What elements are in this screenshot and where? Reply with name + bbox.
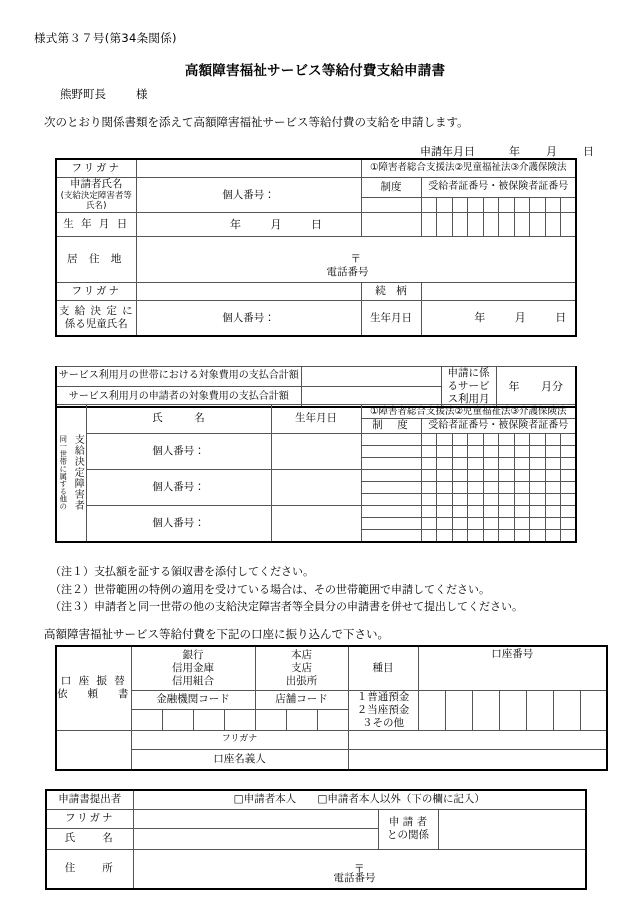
system-header-applicant: ①障害者総合支援法②児童福祉法③介護保険法 [361, 159, 576, 177]
child-name-label-cell [56, 300, 136, 336]
cert-digit-cell[interactable] [545, 518, 561, 530]
account-number-digit-cell[interactable] [445, 690, 472, 730]
cert-digit-cell[interactable] [530, 198, 546, 213]
bank-type-shinkin: 信用金庫 [172, 661, 214, 674]
household-name-input-3[interactable] [86, 506, 271, 542]
branch-name-input[interactable] [255, 646, 348, 690]
cert-digit-cell[interactable] [514, 470, 530, 482]
submitter-relation-label-line1: 申 請 者 [388, 815, 428, 828]
cert-digit-cell[interactable] [545, 482, 561, 494]
submitter-checkbox-self[interactable]: □申請者本人 [233, 793, 297, 806]
cert-digit-cell[interactable] [561, 198, 577, 213]
cert-digit-cell[interactable] [483, 470, 499, 482]
cert-digit-cell[interactable] [530, 482, 546, 494]
service-month-label-line1: 申請に係 [447, 367, 490, 379]
cert-digit-cell[interactable] [452, 198, 468, 213]
cert-digit-cell[interactable] [545, 530, 561, 542]
account-furigana-label: フリガナ [131, 730, 348, 749]
submitter-checkbox-other[interactable]: □申請者本人以外（下の欄に記入） [317, 793, 485, 806]
cert-digit-cell[interactable] [514, 506, 530, 518]
bank-code-label: 金融機関コード [131, 690, 255, 710]
table-row [56, 690, 607, 710]
account-furigana-input[interactable] [348, 730, 607, 749]
account-type-option-toza: ２当座預金 [356, 703, 410, 716]
cert-digit-cell[interactable] [514, 446, 530, 458]
cert-digit-cell[interactable] [468, 482, 484, 494]
cert-digit-cell[interactable] [499, 506, 515, 518]
applicant-birth-year: 年 [230, 217, 241, 231]
cert-digit-cell[interactable] [530, 506, 546, 518]
cert-digit-cell[interactable] [437, 494, 453, 506]
submitter-relation-label-line2: との関係 [387, 829, 429, 841]
service-month-year: 年 [508, 379, 520, 393]
cert-digit-cell[interactable] [483, 458, 499, 470]
cert-digit-cell[interactable] [499, 446, 515, 458]
cert-digit-cell[interactable] [545, 212, 561, 236]
cert-digit-cell[interactable] [499, 494, 515, 506]
cert-digit-cell[interactable] [561, 458, 577, 470]
addressee-name: 熊野町長 [60, 87, 106, 101]
cert-digit-cell[interactable] [468, 470, 484, 482]
residence-input[interactable] [136, 236, 576, 282]
cost-household-label: サービス利用月の世帯における対象費用の支払合計額 [56, 367, 301, 387]
cost-table [55, 366, 577, 408]
table-row [56, 470, 576, 482]
cert-digit-cell[interactable] [468, 530, 484, 542]
cert-digit-cell[interactable] [421, 518, 437, 530]
system-input-household-1b[interactable] [361, 446, 421, 458]
submitter-address-label: 住 所 [46, 849, 133, 889]
cert-digit-cell[interactable] [483, 198, 499, 213]
cert-digit-cell[interactable] [437, 470, 453, 482]
table-row [56, 730, 607, 749]
cert-digit-cell[interactable] [530, 530, 546, 542]
account-number-digit-cell[interactable] [580, 690, 607, 730]
applicant-birth-day: 日 [311, 217, 322, 231]
household-name-header: 氏 名 [86, 405, 271, 434]
cost-household-input[interactable] [301, 367, 441, 387]
relation-input[interactable] [421, 282, 576, 300]
household-my-number-label-3: 個人番号： [152, 517, 205, 530]
branch-code-digit-cell[interactable] [286, 710, 317, 731]
account-number-digit-cell[interactable] [526, 690, 553, 730]
household-my-number-label-1: 個人番号： [152, 445, 205, 458]
system-label-applicant: 制度 [361, 177, 421, 198]
household-table [55, 404, 577, 543]
application-date-year: 年 [509, 145, 520, 158]
submitter-furigana-label: フリガナ [46, 809, 133, 828]
submitter-relation-input[interactable] [438, 809, 586, 849]
note-item: （注３）申請者と同一世帯の他の支給決定障害者等全員分の申請書を併せて提出してください。 [50, 600, 523, 613]
child-furigana-input[interactable] [136, 282, 361, 300]
cert-digit-cell[interactable] [452, 518, 468, 530]
cert-digit-cell[interactable] [499, 518, 515, 530]
cert-digit-cell[interactable] [545, 198, 561, 213]
system-input-household-2a[interactable] [361, 470, 421, 482]
cert-digit-cell[interactable] [483, 482, 499, 494]
table-row [46, 790, 586, 809]
cert-digit-cell[interactable] [468, 506, 484, 518]
residence-label: 居 住 地 [56, 236, 136, 282]
cert-digit-cell[interactable] [437, 530, 453, 542]
cert-digit-cell[interactable] [483, 530, 499, 542]
applicant-name-label-cell [56, 177, 136, 212]
cert-digit-cell[interactable] [499, 458, 515, 470]
service-month-input[interactable] [496, 367, 576, 408]
cert-digit-cell[interactable] [499, 198, 515, 213]
cert-digit-cell[interactable] [452, 482, 468, 494]
table-row [56, 646, 607, 690]
applicant-birth-month: 月 [270, 217, 282, 231]
cert-digit-cell[interactable] [530, 212, 546, 236]
cert-digit-cell[interactable] [514, 530, 530, 542]
account-number-digit-cell[interactable] [499, 690, 526, 730]
household-vertical-label-outer: 同一世帯に属する他の [58, 435, 68, 511]
notes-list [50, 563, 523, 616]
cert-digit-cell[interactable] [421, 494, 437, 506]
cert-digit-cell[interactable] [499, 470, 515, 482]
account-holder-label: 口座名義人 [131, 749, 348, 770]
system-input-household-1c[interactable] [361, 458, 421, 470]
cert-digit-cell[interactable] [483, 506, 499, 518]
bank-transfer-table [55, 645, 608, 771]
lead-text: 次のとおり関係書類を添えて高額障害福祉サービス等給付費の支給を申請します。 [44, 115, 469, 129]
cert-digit-cell[interactable] [452, 470, 468, 482]
table-row [46, 809, 586, 828]
submitter-address-input[interactable] [133, 849, 586, 889]
cert-digit-cell[interactable] [530, 458, 546, 470]
note-item: （注１）支払額を証する領収書を添付してください。 [50, 565, 314, 578]
child-birth-month: 月 [514, 311, 526, 325]
child-name-label-line1: 支 給 決 定 に [58, 305, 134, 317]
child-birth-year: 年 [474, 311, 486, 325]
table-row [56, 367, 576, 387]
cert-number-label-household: 受給者証番号・被保険者証番号 [421, 419, 576, 434]
household-name-input-1[interactable] [86, 434, 271, 470]
application-date-line [420, 143, 594, 159]
table-row [56, 300, 576, 336]
household-birth-input-2[interactable] [271, 470, 361, 506]
account-type-label: 種目 [348, 646, 418, 690]
bank-code-digit-cell[interactable] [193, 710, 224, 731]
cost-applicant-label: サービス利用月の申請者の対象費用の支払合計額 [56, 387, 301, 407]
cert-digit-cell[interactable] [483, 446, 499, 458]
applicant-birth-input[interactable] [136, 212, 361, 236]
account-number-digit-cell[interactable] [553, 690, 580, 730]
household-birth-input-1[interactable] [271, 434, 361, 470]
account-number-digit-cell[interactable] [472, 690, 499, 730]
cert-digit-cell[interactable] [561, 530, 577, 542]
applicant-name-input[interactable] [136, 177, 361, 212]
applicant-furigana-label: フリガナ [56, 159, 136, 177]
system-input-household-3b[interactable] [361, 518, 421, 530]
cert-digit-cell[interactable] [452, 434, 468, 446]
residence-tel-label: 電話番号 [326, 265, 369, 278]
cert-digit-cell[interactable] [483, 518, 499, 530]
cert-digit-cell[interactable] [561, 518, 577, 530]
cert-digit-cell[interactable] [452, 446, 468, 458]
cert-digit-cell[interactable] [530, 446, 546, 458]
submitter-table [45, 789, 587, 890]
branch-code-digit-cell[interactable] [255, 710, 286, 731]
applicant-name-sub-label: (支給決定障害者等氏名) [60, 190, 132, 212]
cert-digit-cell[interactable] [514, 482, 530, 494]
cert-digit-cell[interactable] [421, 212, 437, 236]
relation-label: 続 柄 [361, 282, 421, 300]
cert-digit-cell[interactable] [514, 494, 530, 506]
child-name-label-line2: 係る児童氏名 [64, 318, 128, 331]
cert-number-label-applicant: 受給者証番号・被保険者証番号 [421, 177, 576, 198]
cert-digit-cell[interactable] [437, 198, 453, 213]
household-vertical-label-inner-cell [69, 405, 86, 542]
cert-digit-cell[interactable] [452, 458, 468, 470]
note-item: （注２）世帯範囲の特例の適用を受けている場合は、その世帯範囲で申請してください。 [50, 582, 490, 596]
cert-digit-cell[interactable] [561, 494, 577, 506]
account-type-option-sonota: ３その他 [362, 716, 405, 729]
cert-digit-cell[interactable] [437, 212, 453, 236]
cert-digit-cell[interactable] [483, 494, 499, 506]
submitter-tel-label: 電話番号 [333, 871, 376, 884]
account-type-option-futsu: １普通預金 [356, 690, 410, 703]
addressee [60, 86, 148, 102]
child-name-input[interactable] [136, 300, 361, 336]
branch-type-honten: 本店 [291, 648, 312, 661]
submitter-header-label: 申請書提出者 [46, 790, 133, 809]
cert-digit-cell[interactable] [561, 212, 577, 236]
cert-digit-cell[interactable] [468, 494, 484, 506]
child-birth-input[interactable] [421, 300, 576, 336]
table-row [56, 749, 607, 770]
account-holder-input[interactable] [348, 749, 607, 770]
bank-side-label-line2: 依 頼 書 [57, 688, 131, 701]
bank-code-digit-cell[interactable] [162, 710, 193, 731]
bank-name-input[interactable] [131, 646, 255, 690]
child-birth-day: 日 [555, 311, 567, 325]
bank-transfer-lead-text: 高額障害福祉サービス等給付費を下記の口座に振り込んで下さい。 [44, 627, 389, 641]
child-furigana-label: フリガナ [56, 282, 136, 300]
branch-code-label: 店舗コード [255, 690, 348, 710]
cert-digit-cell[interactable] [530, 470, 546, 482]
table-row [56, 177, 576, 198]
cert-digit-cell[interactable] [421, 470, 437, 482]
cert-digit-cell[interactable] [468, 434, 484, 446]
addressee-honorific: 様 [136, 87, 148, 101]
cert-digit-cell[interactable] [468, 212, 484, 236]
cert-digit-cell[interactable] [452, 506, 468, 518]
table-row [56, 159, 576, 177]
cert-digit-cell[interactable] [468, 446, 484, 458]
table-row [46, 849, 586, 889]
submitter-name-input[interactable] [133, 828, 378, 849]
cert-digit-cell[interactable] [561, 506, 577, 518]
cert-digit-cell[interactable] [421, 530, 437, 542]
cert-digit-cell[interactable] [514, 212, 530, 236]
branch-code-digit-cell[interactable] [317, 710, 348, 731]
table-row [56, 236, 576, 282]
form-number: 様式第３７号(第34条関係) [34, 31, 177, 45]
cert-digit-cell[interactable] [545, 470, 561, 482]
bank-code-digit-cell[interactable] [224, 710, 255, 731]
cert-digit-cell[interactable] [437, 482, 453, 494]
cert-digit-cell[interactable] [421, 446, 437, 458]
household-vertical-label-outer-cell [56, 405, 69, 542]
cert-digit-cell[interactable] [421, 458, 437, 470]
bank-type-ginko: 銀行 [182, 648, 204, 661]
cert-digit-cell[interactable] [437, 518, 453, 530]
bank-side-label-cell [56, 646, 131, 730]
cert-digit-cell[interactable] [499, 530, 515, 542]
postal-code-mark: 〒 [350, 253, 362, 266]
table-row [56, 405, 576, 419]
child-birth-label: 生年月日 [361, 300, 421, 336]
household-birth-input-3[interactable] [271, 506, 361, 542]
cert-digit-cell[interactable] [483, 212, 499, 236]
cert-digit-cell[interactable] [452, 212, 468, 236]
system-input-applicant-2[interactable] [361, 212, 421, 236]
application-date-month: 月 [546, 145, 557, 158]
applicant-my-number-label: 個人番号： [222, 188, 275, 201]
applicant-name-label: 申請者氏名 [70, 177, 123, 190]
main-application-table [55, 158, 577, 337]
cert-digit-cell[interactable] [499, 482, 515, 494]
cert-digit-cell[interactable] [530, 434, 546, 446]
cert-digit-cell[interactable] [561, 446, 577, 458]
system-input-household-2b[interactable] [361, 482, 421, 494]
branch-type-shiten: 支店 [291, 661, 312, 674]
cert-digit-cell[interactable] [514, 198, 530, 213]
system-input-household-2c[interactable] [361, 494, 421, 506]
cert-digit-cell[interactable] [421, 198, 437, 213]
cert-digit-cell[interactable] [514, 518, 530, 530]
table-row [56, 212, 576, 236]
submitter-relation-label-cell [378, 809, 438, 849]
account-number-digit-cell[interactable] [418, 690, 445, 730]
applicant-birth-label: 生 年 月 日 [56, 212, 136, 236]
cert-digit-cell[interactable] [437, 506, 453, 518]
system-input-household-1a[interactable] [361, 434, 421, 446]
bank-side-label-line1: 口 座 振 替 [60, 675, 127, 688]
submitter-name-label: 氏 名 [46, 828, 133, 849]
cert-digit-cell[interactable] [421, 434, 437, 446]
household-my-number-label-2: 個人番号： [152, 481, 205, 494]
system-input-applicant[interactable] [361, 198, 421, 213]
cert-digit-cell[interactable] [545, 506, 561, 518]
cert-digit-cell[interactable] [514, 458, 530, 470]
branch-type-shucchosho: 出張所 [285, 674, 318, 687]
cert-digit-cell[interactable] [499, 434, 515, 446]
cert-digit-cell[interactable] [530, 518, 546, 530]
bank-code-digit-cell[interactable] [131, 710, 162, 731]
child-my-number-label: 個人番号： [222, 312, 275, 325]
system-input-household-3c[interactable] [361, 530, 421, 542]
cert-digit-cell[interactable] [561, 482, 577, 494]
cert-digit-cell[interactable] [421, 506, 437, 518]
application-date-day: 日 [583, 145, 594, 158]
cert-digit-cell[interactable] [514, 434, 530, 446]
system-header-household: ①障害者総合支援法②児童福祉法③介護保険法 [361, 405, 576, 419]
bank-side-label-spacer [56, 730, 131, 770]
cert-digit-cell[interactable] [545, 458, 561, 470]
cert-digit-cell[interactable] [437, 434, 453, 446]
submitter-checkbox-group[interactable] [133, 790, 586, 809]
household-vertical-label-inner: 支給決定障害者 [72, 434, 84, 512]
cert-digit-cell[interactable] [499, 212, 515, 236]
cert-digit-cell[interactable] [561, 470, 577, 482]
system-label-household: 制 度 [361, 419, 421, 434]
cert-digit-cell[interactable] [437, 458, 453, 470]
cert-digit-cell[interactable] [545, 446, 561, 458]
page-title: 高額障害福祉サービス等給付費支給申請書 [184, 63, 446, 79]
application-date-label: 申請年月日 [420, 145, 475, 158]
service-month-label-line3: ス利用月 [447, 393, 490, 406]
table-row [56, 434, 576, 446]
service-month-suffix: 月分 [541, 379, 563, 393]
cert-digit-cell[interactable] [437, 446, 453, 458]
cert-digit-cell[interactable] [468, 458, 484, 470]
cert-digit-cell[interactable] [545, 494, 561, 506]
cert-digit-cell[interactable] [452, 494, 468, 506]
service-month-label-line2: るサービ [447, 380, 490, 393]
household-birth-header: 生年月日 [271, 405, 361, 434]
cert-digit-cell[interactable] [545, 434, 561, 446]
household-name-input-2[interactable] [86, 470, 271, 506]
account-type-options[interactable] [348, 690, 418, 730]
cert-digit-cell[interactable] [530, 494, 546, 506]
cert-digit-cell[interactable] [452, 530, 468, 542]
system-input-household-3a[interactable] [361, 506, 421, 518]
cert-digit-cell[interactable] [468, 518, 484, 530]
cert-digit-cell[interactable] [483, 434, 499, 446]
submitter-postal-mark: 〒 [354, 862, 365, 875]
applicant-furigana-input[interactable] [136, 159, 361, 177]
submitter-furigana-input[interactable] [133, 809, 378, 828]
table-row [56, 282, 576, 300]
account-number-label: 口座番号 [418, 646, 607, 690]
table-row [56, 506, 576, 518]
cert-digit-cell[interactable] [561, 434, 577, 446]
bank-type-shinkumi: 信用組合 [172, 674, 214, 687]
cert-digit-cell[interactable] [421, 482, 437, 494]
service-month-label-cell [441, 367, 496, 408]
cert-digit-cell[interactable] [468, 198, 484, 213]
